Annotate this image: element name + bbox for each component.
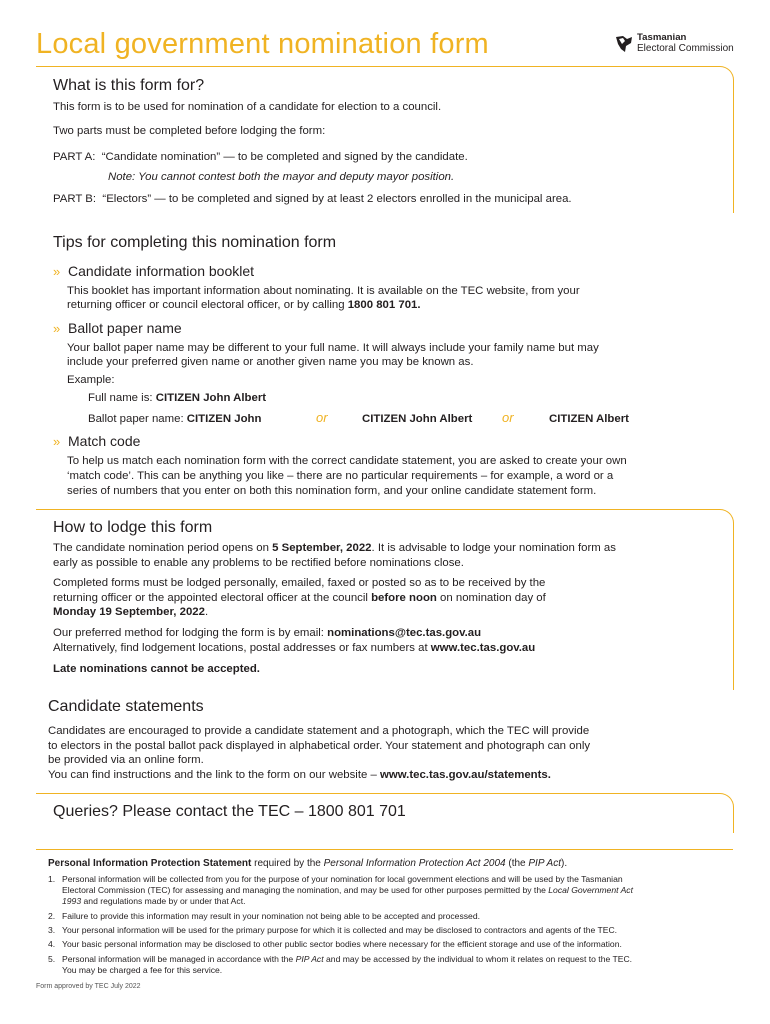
booklet-title-text: Candidate information booklet [68, 263, 255, 279]
pips-item-1-line-1: Personal information will be collected from you for the purpose of your nomination for local government elections and will be used by the Tasmanian [62, 874, 623, 884]
pips-item-number: 2. [48, 911, 56, 921]
pips-paren-open: (the [505, 858, 529, 869]
pips-title-bold: Personal Information Protection Statement [48, 858, 252, 869]
pips-item-3-text: Your personal information will be used for the primary purpose for which it is collected and may be disclosed to contractors and agents of the TEC. [62, 925, 618, 935]
example-label: Example: [67, 374, 115, 386]
pips-item-2 [48, 911, 733, 922]
match-line-3: series of numbers that you enter on both this nomination form, and your online candidate statement form. [67, 485, 597, 497]
booklet-line-2-text: returning officer or council electoral officer, or by calling [67, 299, 348, 311]
pips-item-1-act-year: 1993 [62, 896, 82, 906]
contest-note: Note: You cannot contest both the mayor and deputy mayor position. [108, 171, 455, 183]
parts-intro: Two parts must be completed before lodging the form: [53, 125, 326, 137]
pips-item-4 [48, 939, 733, 950]
ballot-line-1: Your ballot paper name may be different to your full name. It will always include your family name but may [67, 342, 599, 354]
statements-line-4 [48, 768, 551, 783]
statements-link[interactable]: www.tec.tas.gov.au/statements. [380, 769, 551, 781]
purpose-intro: This form is to be used for nomination of a candidate for election to a council. [53, 101, 442, 113]
nomination-day-date: Monday 19 September, 2022 [53, 606, 205, 618]
logo-line-2: Electoral Commission [637, 42, 734, 54]
lodge-p2-line3 [53, 605, 208, 620]
lodge-p2-b: on nomination day of [436, 592, 546, 604]
ballot-title-text: Ballot paper name [68, 320, 182, 336]
pips-item-5-line-2: You may be charged a fee for this service. [62, 965, 223, 975]
pips-item-number: 1. [48, 874, 56, 884]
pips-item-1-line-2: Electoral Commission (TEC) for assessing and managing the nomination, and may be used for other purposes permitted by the [62, 885, 549, 895]
chevron-right-icon: » [53, 434, 61, 449]
pips-item-5-line-1a: Personal information will be managed in accordance with the [62, 954, 296, 964]
statements-line-4-text: You can find instructions and the link to the form on our website – [48, 769, 381, 781]
lodge-p2-line1: Completed forms must be lodged personally, emailed, faxed or posted so as to be received by the [53, 577, 546, 589]
pips-paren-close: ). [561, 858, 568, 869]
full-name-example [88, 391, 266, 406]
queries-heading: Queries? Please contact the TEC – 1800 801 701 [53, 803, 406, 820]
tip-ballot-title [53, 320, 182, 336]
pips-item-1 [48, 874, 733, 907]
lodge-p1-b: . It is advisable to lodge your nomination form as [371, 542, 616, 554]
match-line-1: To help us match each nomination form with the correct candidate statement, you are asked to create your own [67, 455, 627, 467]
pips-item-4-text: Your basic personal information may be disclosed to other public sector bodies where necessary for the efficient storage and use of the information. [62, 939, 622, 949]
part-b-text: “Electors” — to be completed and signed by at least 2 electors enrolled in the municipal area. [102, 193, 572, 205]
part-a-text: “Candidate nomination” — to be completed and signed by the candidate. [101, 151, 468, 163]
lodge-p3-line2 [53, 641, 535, 656]
match-title-text: Match code [68, 433, 141, 449]
ballot-name-label: Ballot paper name: [88, 413, 187, 425]
lodge-p1-a: The candidate nomination period opens on [53, 542, 273, 554]
tec-logo [614, 32, 739, 56]
ballot-name-example [88, 412, 261, 427]
logo-line-1: Tasmanian [637, 32, 687, 43]
or-separator-2: or [502, 410, 514, 425]
purpose-heading: What is this form for? [53, 77, 205, 94]
pips-item-3 [48, 925, 733, 936]
statements-heading: Candidate statements [48, 698, 204, 715]
booklet-line-2 [67, 298, 421, 313]
statements-line-3: be provided via an online form. [48, 754, 204, 766]
booklet-phone: 1800 801 701. [347, 299, 421, 311]
statements-line-1: Candidates are encouraged to provide a candidate statement and a photograph, which the TEC will provide [48, 725, 590, 737]
chevron-right-icon: » [53, 321, 61, 336]
statements-line-2: to electors in the postal ballot pack displayed in alphabetical order. Your statement and photograph can only [48, 740, 591, 752]
lodge-heading: How to lodge this form [53, 519, 213, 536]
tec-website-link[interactable]: www.tec.tas.gov.au [430, 642, 536, 654]
lodge-p2-a: returning officer or the appointed electoral officer at the council [53, 592, 372, 604]
pips-act-name: Personal Information Protection Act 2004 [323, 858, 506, 869]
pips-item-1-line-3: and regulations made by or under that Act. [81, 896, 246, 906]
pips-item-5-act: PIP Act [295, 954, 324, 964]
pips-pip-act: PIP Act [528, 858, 561, 869]
match-line-2: ‘match code’. This can be anything you like – there are no particular requirements – for example, a word or a [67, 470, 614, 482]
ballot-option-1: CITIZEN John [186, 413, 262, 425]
lodge-p3-a: Our preferred method for lodging the form is by email: [53, 627, 328, 639]
part-b-label: PART B: [53, 193, 97, 205]
pips-item-2-text: Failure to provide this information may result in your nomination not being able to be accepted and processed. [62, 911, 480, 921]
ballot-option-2: CITIZEN John Albert [362, 413, 473, 425]
full-name-label: Full name is: [88, 392, 156, 404]
chevron-right-icon: » [53, 264, 61, 279]
booklet-line-1: This booklet has important information about nominating. It is available on the TEC website, from your [67, 285, 580, 297]
lodge-p3-line1 [53, 626, 481, 641]
ballot-option-3: CITIZEN Albert [549, 413, 629, 425]
lodge-p3-b: Alternatively, find lodgement locations, postal addresses or fax numbers at [53, 642, 431, 654]
lodge-p2-end: . [204, 606, 209, 618]
lodge-p2-line2 [53, 591, 546, 606]
tasmania-logo-icon [614, 34, 634, 54]
full-name-value: CITIZEN John Albert [155, 392, 267, 404]
pips-item-5 [48, 954, 733, 976]
page-title: Local government nomination form [36, 28, 489, 60]
pips-item-5-line-1b: and may be accessed by the individual to whom it relates on request to the TEC. [323, 954, 633, 964]
before-noon: before noon [371, 592, 437, 604]
tip-match-title [53, 433, 140, 449]
pips-divider [36, 849, 733, 850]
nominations-email-link[interactable]: nominations@tec.tas.gov.au [327, 627, 482, 639]
nomination-open-date: 5 September, 2022 [272, 542, 372, 554]
tip-booklet-title [53, 263, 254, 279]
ballot-line-2: include your preferred given name or another given name you may be known as. [67, 356, 474, 368]
pips-item-number: 3. [48, 925, 56, 935]
pips-title-mid: required by the [251, 858, 324, 869]
part-a-label: PART A: [53, 151, 96, 163]
part-a [53, 150, 468, 165]
lodge-p1-line2: early as possible to enable any problems to be rectified before nominations close. [53, 557, 464, 569]
lodge-p1-line1 [53, 541, 616, 556]
tips-heading: Tips for completing this nomination form [53, 234, 337, 251]
late-nominations-note: Late nominations cannot be accepted. [53, 663, 260, 675]
pips-item-1-act: Local Government Act [548, 885, 633, 895]
part-b [53, 192, 572, 207]
form-approval-footer: Form approved by TEC July 2022 [36, 983, 141, 990]
or-separator-1: or [316, 410, 328, 425]
pips-item-number: 5. [48, 954, 56, 964]
pips-title [48, 858, 567, 869]
pips-item-number: 4. [48, 939, 56, 949]
